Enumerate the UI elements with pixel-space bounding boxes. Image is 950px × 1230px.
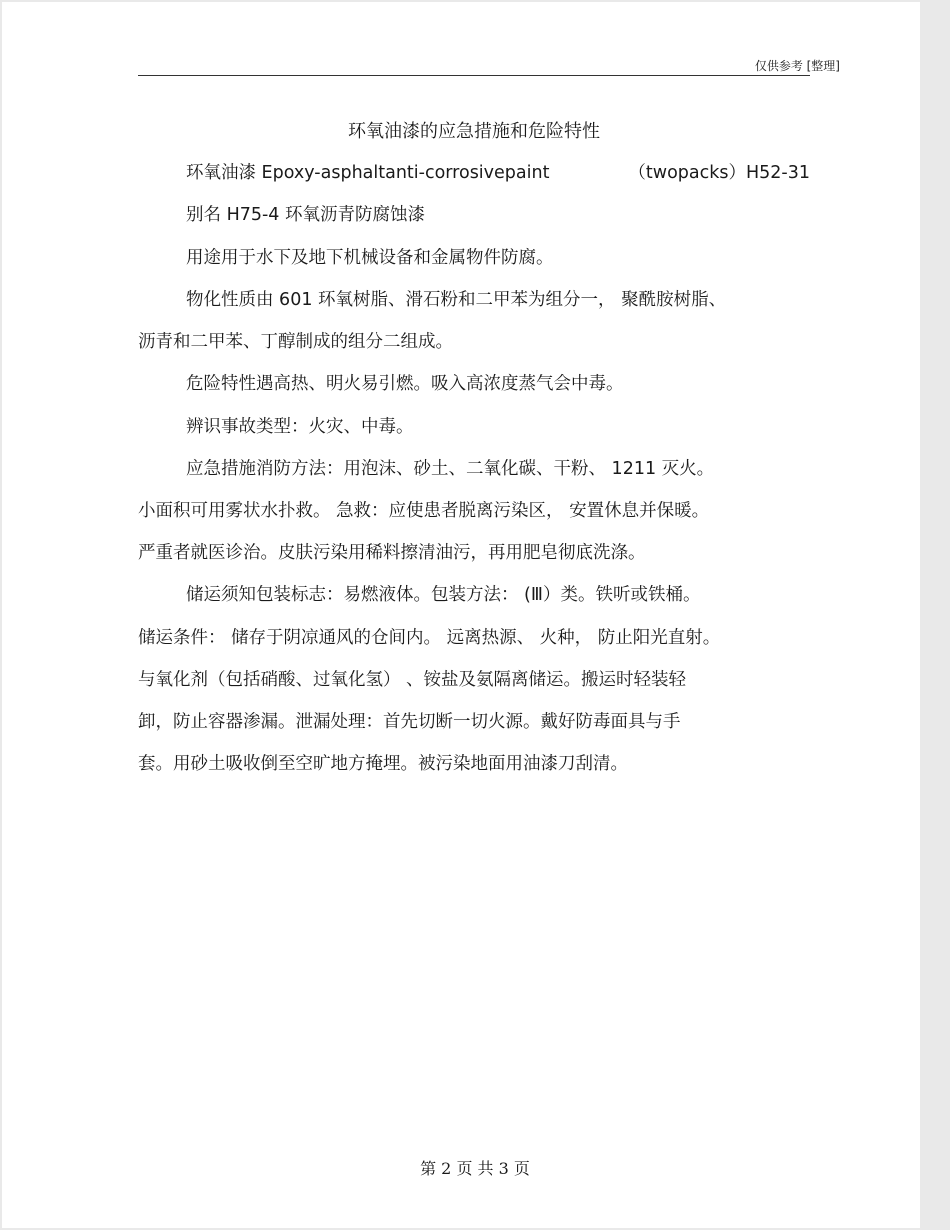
storage-line-1: 储运须知包装标志：易燃液体。包装方法： (Ⅲ）类。铁听或铁桶。 xyxy=(186,585,701,605)
usage-line: 用途用于水下及地下机械设备和金属物件防腐。 xyxy=(186,248,554,268)
emergency-line-1: 应急措施消防方法：用泡沫、砂土、二氧化碳、干粉、 1211 灭火。 xyxy=(186,459,715,479)
storage-line-5: 套。用砂土吸收倒至空旷地方掩埋。被污染地面用油漆刀刮清。 xyxy=(138,754,628,774)
hazard-line: 危险特性遇高热、明火易引燃。吸入高浓度蒸气会中毒。 xyxy=(186,374,624,394)
document-title: 环氧油漆的应急措施和危险特性 xyxy=(348,121,600,142)
product-name-line xyxy=(138,161,810,185)
product-name: 环氧油漆 Epoxy-asphaltanti-corrosivepaint xyxy=(186,163,550,183)
header-note: 仅供参考 [整理] xyxy=(754,59,840,73)
storage-line-4: 卸，防止容器渗漏。泄漏处理：首先切断一切火源。戴好防毒面具与手 xyxy=(138,712,681,732)
page-number: 第 2 页 共 3 页 xyxy=(420,1159,530,1178)
storage-line-2: 储运条件： 储存于阴凉通风的仓间内。 远离热源、 火种， 防止阳光直射。 xyxy=(138,628,721,648)
emergency-line-3: 严重者就医诊治。皮肤污染用稀料擦清油污，再用肥皂彻底洗涤。 xyxy=(138,543,646,563)
product-code: （twopacks）H52-31 xyxy=(628,163,810,183)
accident-type-line: 辨识事故类型：火灾、中毒。 xyxy=(186,417,414,437)
emergency-line-2: 小面积可用雾状水扑救。 急救：应使患者脱离污染区， 安置休息并保暖。 xyxy=(138,501,710,521)
document-page xyxy=(2,2,920,1228)
alias-line: 别名 H75-4 环氧沥青防腐蚀漆 xyxy=(186,205,426,225)
storage-line-3: 与氧化剂（包括硝酸、过氧化氢） 、铵盐及氨隔离储运。搬运时轻装轻 xyxy=(138,670,687,690)
header-divider xyxy=(138,75,810,76)
properties-line-2: 沥青和二甲苯、丁醇制成的组分二组成。 xyxy=(138,332,453,352)
properties-line-1: 物化性质由 601 环氧树脂、滑石粉和二甲苯为组分一， 聚酰胺树脂、 xyxy=(186,290,727,310)
